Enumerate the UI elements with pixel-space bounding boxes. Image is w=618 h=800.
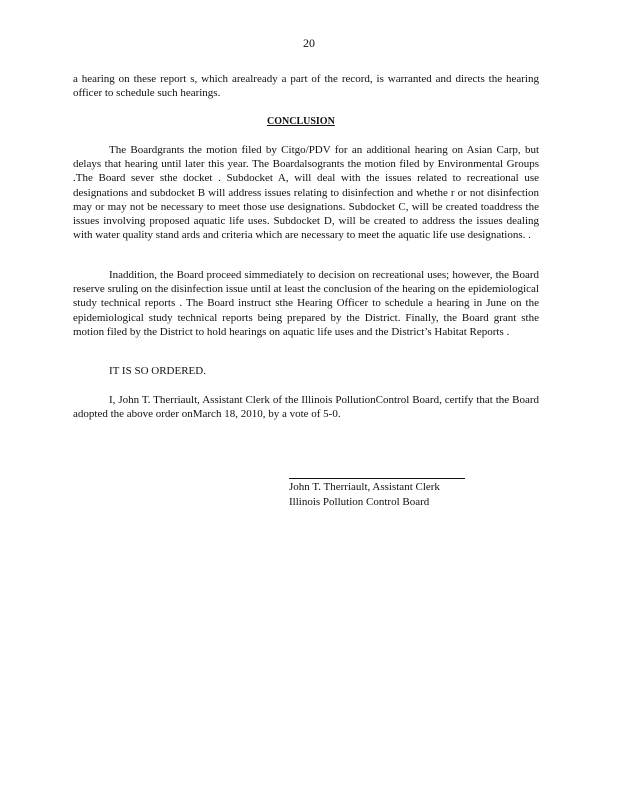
continuation-paragraph: a hearing on these report s, which arealready a part of the record, is warranted and directs the hearing officer to schedule such hearings. [73,73,539,100]
signature-line [289,478,465,479]
conclusion-paragraph-2: Inaddition, the Board proceed simmediately to decision on recreational uses; however, the Board reserve sruling on the disinfection issue until at least the conclusion of the hearing on the epidemiological study technical reports . The Board instruct sthe Hearing Officer to schedule a hearing in June on the epidemiological study technical reports being prepared by the District. Finally, the Board grant sthe motion filed by the District to hold hearings on aquatic life uses and the District’s Habitat Reports . [73,269,539,338]
certification-paragraph: I, John T. Therriault, Assistant Clerk of the Illinois PollutionControl Board, certify that the Board adopted the above order onMarch 18, 2010, by a vote of 5-0. [73,394,539,421]
page-number: 20 [303,36,315,50]
signer-organization: Illinois Pollution Control Board [289,495,430,508]
signer-name-title: John T. Therriault, Assistant Clerk [289,481,440,493]
conclusion-paragraph-1: The Boardgrants the motion filed by Citgo/PDV for an additional hearing on Asian Carp, but delays that hearing until later this year. The Boardalsogrants the motion filed by Environmental Groups .The Board sever sthe docket . Subdocket A, will deal with the issues related to recreational use designations and subdocket B will address issues relating to disinfection and whethe r or not disinfection may or may not be necessary to meet those use designations. Subdocket C, will be created toaddress the issues involving proposed aquatic life uses. Subdocket D, will be created to address the issues dealing with water quality stand ards and criteria which are necessary to meet the aquatic life use designations. . [73,144,539,242]
signature-block [289,480,440,509]
order-statement: IT IS SO ORDERED. [109,365,206,377]
section-heading: CONCLUSION [267,116,335,127]
